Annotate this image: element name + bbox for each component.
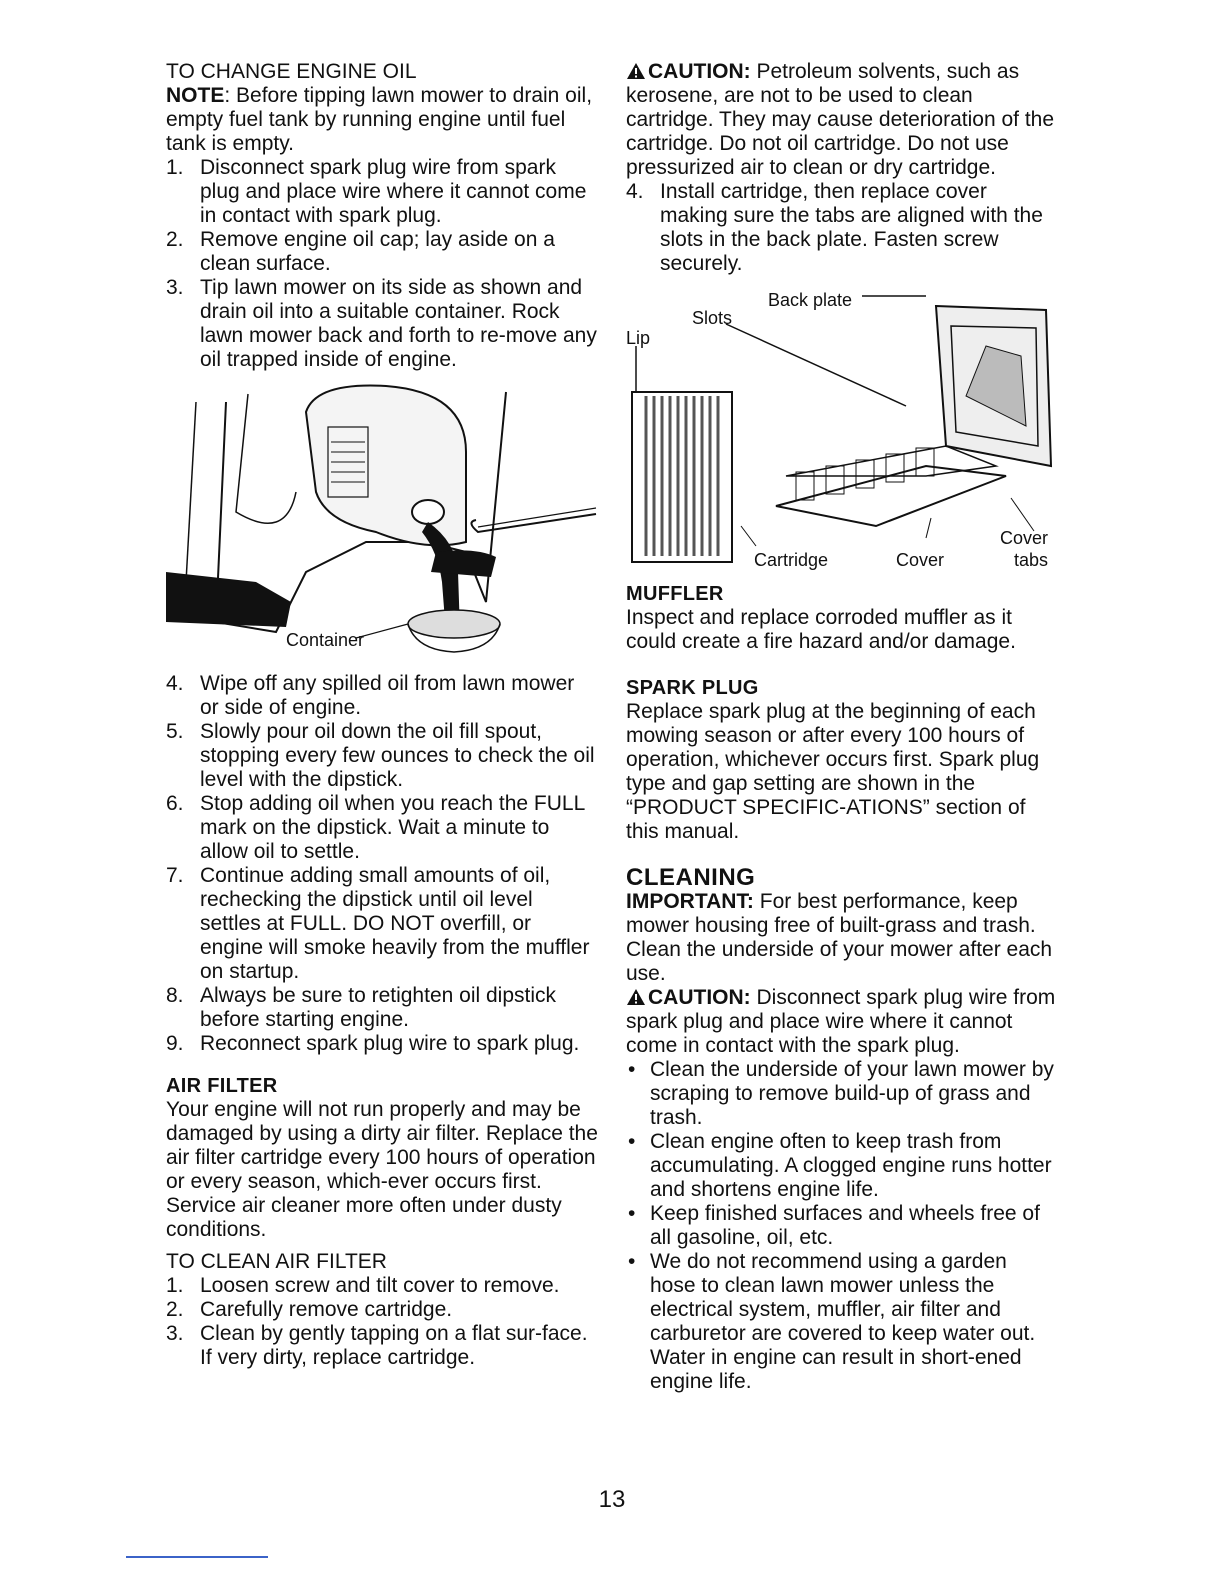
clean-filter-heading: TO CLEAN AIR FILTER (166, 1250, 387, 1273)
cartridge-label: Cartridge (754, 550, 829, 570)
oil-steps-a (166, 156, 598, 372)
air-filter-illustration (626, 276, 1056, 576)
list-item (626, 1202, 1056, 1250)
warning-triangle-icon (626, 62, 646, 80)
cleaning-bullets (626, 1058, 1056, 1394)
caution-label: CAUTION: (648, 60, 751, 83)
list-item (626, 1130, 1056, 1202)
list-item (166, 672, 598, 720)
caution-text: Petroleum solvents, such as kerosene, are not to be used to clean cartridge. They may cause deterioration of the cartridge. Do not oil cartridge. Do not use pressurized air to clean or dry cartridge. (626, 60, 1055, 179)
step-number: 9. (166, 1032, 184, 1055)
page-number: 13 (598, 1486, 626, 1513)
step-text: Slowly pour oil down the oil fill spout, stopping every few ounces to check the oil level with the dipstick. (200, 720, 595, 791)
step-number: 2. (166, 228, 184, 251)
step-number: 2. (166, 1298, 184, 1321)
list-item (166, 156, 598, 228)
list-item (166, 984, 598, 1032)
step-number: 4. (166, 672, 184, 695)
right-column (626, 60, 1056, 1394)
caution2-label: CAUTION: (648, 986, 751, 1009)
cartridge-shape (632, 392, 732, 562)
bullet-mark: • (628, 1058, 636, 1081)
step-number: 1. (166, 1274, 184, 1297)
important-paragraph (626, 890, 1056, 986)
lip-label: Lip (626, 328, 651, 348)
change-oil-heading: TO CHANGE ENGINE OIL (166, 60, 417, 83)
list-item (166, 1032, 598, 1056)
warning-triangle-icon (626, 988, 646, 1006)
step-number: 5. (166, 720, 184, 743)
oil-drain-illustration (166, 372, 598, 672)
caution-paragraph (626, 60, 1056, 180)
back-plate-label: Back plate (768, 290, 853, 310)
note-label: NOTE (166, 84, 225, 107)
list-item (166, 1274, 598, 1298)
step-text: Loosen screw and tilt cover to remove. (200, 1274, 560, 1297)
bullet-text: Keep finished surfaces and wheels free of all gasoline, oil, etc. (650, 1202, 1040, 1249)
step-text: Remove engine oil cap; lay aside on a clean surface. (200, 228, 555, 275)
list-item (166, 1322, 598, 1370)
step-text: Always be sure to retighten oil dipstick before starting engine. (200, 984, 557, 1031)
step-number: 3. (166, 1322, 184, 1345)
list-item (626, 180, 1056, 276)
muffler-heading: MUFFLER (626, 583, 724, 605)
caution2-paragraph (626, 986, 1056, 1058)
step-number: 6. (166, 792, 184, 815)
cleaning-heading: CLEANING (626, 864, 756, 891)
oil-steps-b (166, 672, 598, 1056)
step-number: 8. (166, 984, 184, 1007)
important-text: For best performance, keep mower housing free of built-grass and trash. Clean the underside of your mower after each use. (626, 890, 1053, 985)
air-filter-text: Your engine will not run properly and may be damaged by using a dirty air filter. Replace the air filter cartridge every 100 hours of operation or every season, which-ever occurs first. Service air cleaner more often under dusty conditions. (166, 1098, 598, 1241)
step-text: Continue adding small amounts of oil, rechecking the dipstick until oil level settles at FULL. DO NOT overfill, or engine will smoke heavily from the muffler on startup. (200, 864, 590, 983)
list-item (166, 720, 598, 792)
note-text: : Before tipping lawn mower to drain oil, empty fuel tank by running engine until fuel tank is empty. (166, 84, 593, 155)
bullet-mark: • (628, 1250, 636, 1273)
bullet-text: We do not recommend using a garden hose to clean lawn mower unless the electrical system, muffler, air filter and carburetor are covered to keep water out. Water in engine can result in short-ened engine life. (650, 1250, 1036, 1393)
step-text: Carefully remove cartridge. (200, 1298, 453, 1321)
caution2-text: Disconnect spark plug wire from spark plug and place wire where it cannot come in contact with the spark plug. (626, 986, 1056, 1057)
container-label: Container (286, 630, 365, 650)
step-text: Clean by gently tapping on a flat sur-face. If very dirty, replace cartridge. (200, 1322, 588, 1369)
step-number: 7. (166, 864, 184, 887)
step-number: 1. (166, 156, 184, 179)
step-number: 3. (166, 276, 184, 299)
footer-divider (126, 1556, 268, 1558)
bullet-text: Clean the underside of your lawn mower by scraping to remove build-up of grass and trash. (650, 1058, 1054, 1129)
left-column (166, 60, 598, 1370)
cover-tabs-label-line1: Cover (1000, 528, 1049, 548)
list-item (166, 864, 598, 984)
muffler-text: Inspect and replace corroded muffler as it could create a fire hazard and/or damage. (626, 606, 1016, 653)
step-text: Reconnect spark plug wire to spark plug. (200, 1032, 580, 1055)
step-number: 4. (626, 180, 644, 203)
clean-filter-steps (166, 1274, 598, 1370)
air-filter-heading: AIR FILTER (166, 1075, 278, 1097)
step-text: Disconnect spark plug wire from spark plug and place wire where it cannot come in contact with spark plug. (200, 156, 587, 227)
list-item (626, 1058, 1056, 1130)
list-item (166, 1298, 598, 1322)
note-paragraph (166, 84, 598, 156)
bullet-text: Clean engine often to keep trash from accumulating. A clogged engine runs hotter and shortens engine life. (650, 1130, 1052, 1201)
step-text: Install cartridge, then replace cover making sure the tabs are aligned with the slots in the back plate. Fasten screw securely. (660, 180, 1043, 275)
step-text: Stop adding oil when you reach the FULL mark on the dipstick. Wait a minute to allow oil to settle. (200, 792, 585, 863)
bullet-mark: • (628, 1202, 636, 1225)
list-item (166, 792, 598, 864)
list-item (166, 276, 598, 372)
install-step (626, 180, 1056, 276)
step-text: Tip lawn mower on its side as shown and drain oil into a suitable container. Rock lawn mower back and forth to re-move any oil trapped inside of engine. (200, 276, 597, 371)
important-label: IMPORTANT: (626, 890, 754, 913)
spark-plug-text: Replace spark plug at the beginning of each mowing season or after every 100 hours of operation, whichever occurs first. Spark plug type and gap setting are shown in the “PRODUCT SPECIFIC-ATIONS” section of this manual. (626, 700, 1040, 843)
list-item (166, 228, 598, 276)
slots-label: Slots (692, 308, 733, 328)
bullet-mark: • (628, 1130, 636, 1153)
cover-label: Cover (896, 550, 945, 570)
cover-tabs-label-line2: tabs (1014, 550, 1049, 570)
step-text: Wipe off any spilled oil from lawn mower or side of engine. (200, 672, 575, 719)
list-item (626, 1250, 1056, 1394)
spark-plug-heading: SPARK PLUG (626, 677, 759, 699)
